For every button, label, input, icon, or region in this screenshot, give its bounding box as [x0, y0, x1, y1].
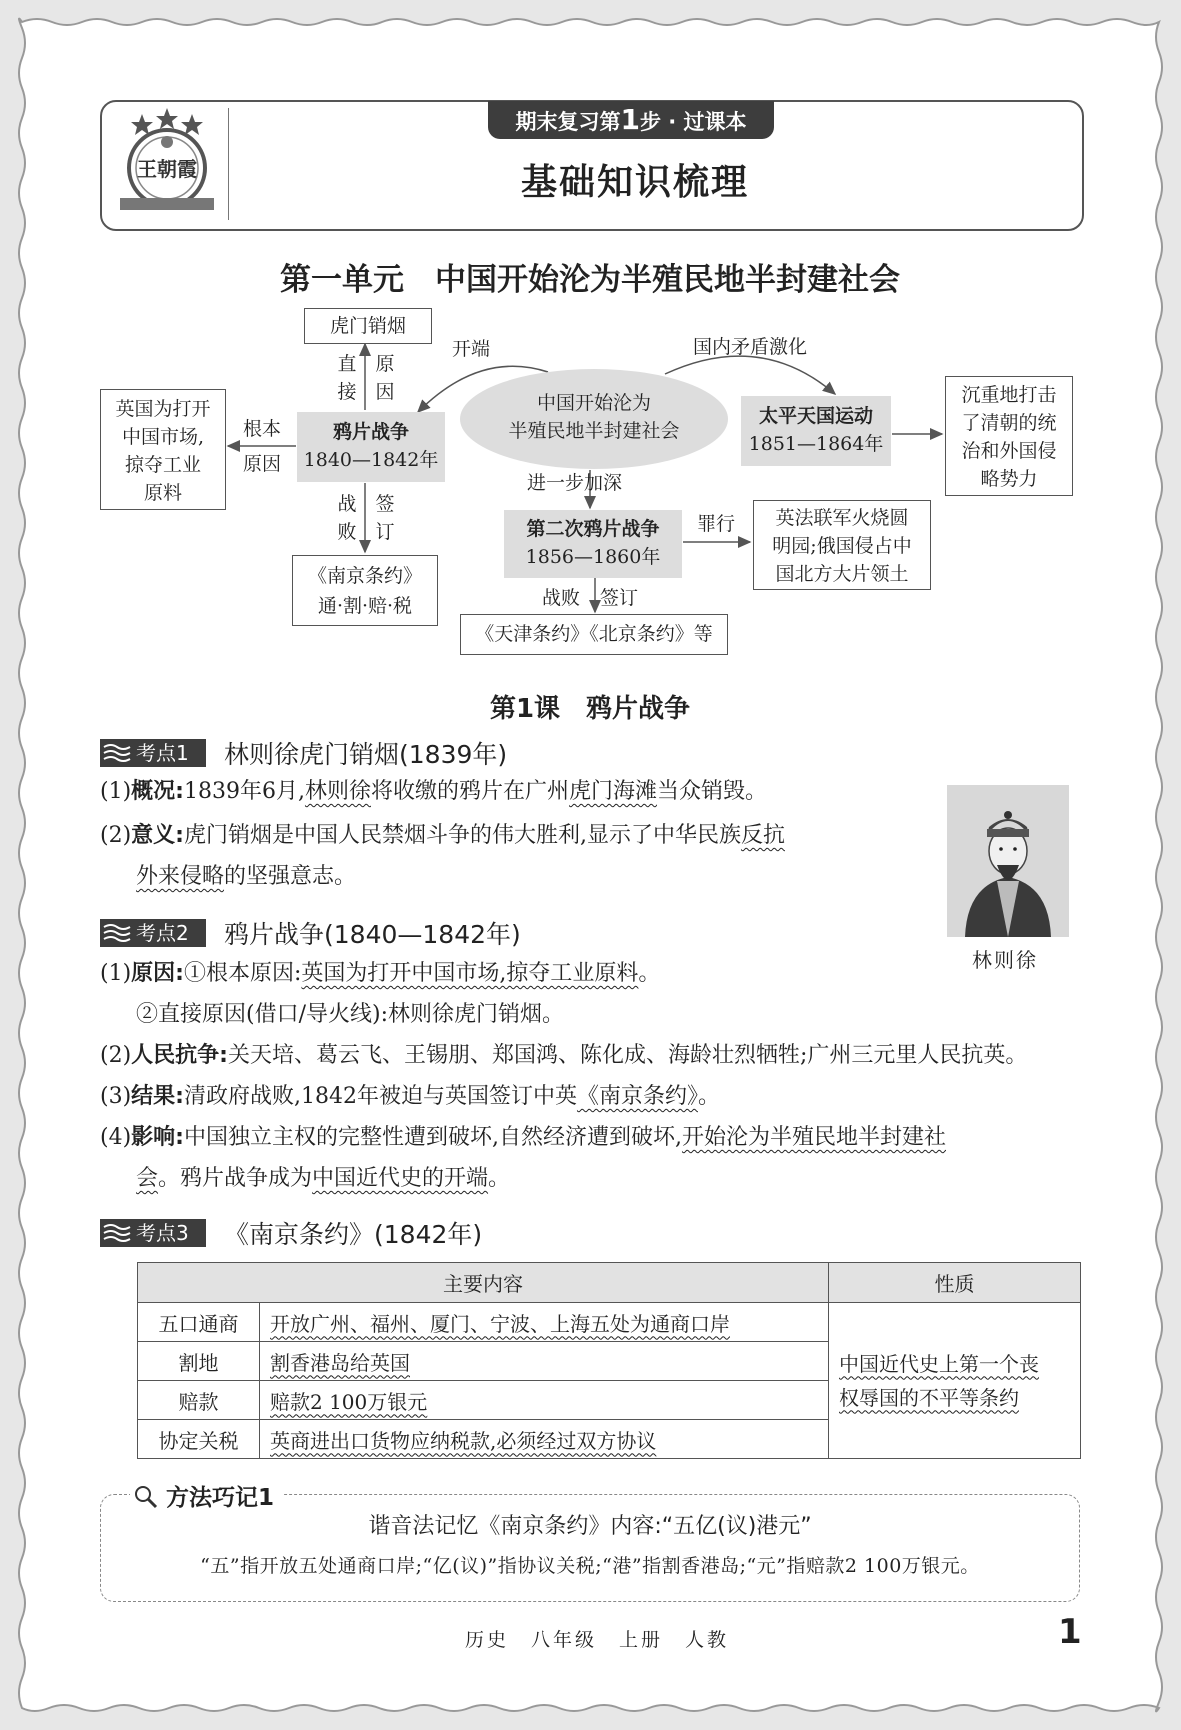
lesson-title: 第1课 鸦片战争: [489, 694, 691, 724]
nanjing-treaty-box: 《南京条约》 通·割·赔·税: [292, 555, 438, 626]
label-defeat-2: 战败: [542, 587, 581, 609]
header-main-content: 主要内容: [138, 1263, 829, 1303]
crimes-box: 英法联军火烧圆 明园;俄国侵占中 国北方大片领土: [753, 500, 931, 590]
kp2-line-3: (2)人民抗争:关天培、葛云飞、王锡朋、郑国鸿、陈化成、海龄壮烈牺牲;广州三元里人民抗英。: [100, 1043, 1028, 1068]
step-number: 1: [620, 103, 640, 136]
kaodian-2-badge: 考点2: [100, 919, 206, 947]
kp1-line-2: (2)意义:虎门销烟是中国人民禁烟斗争的伟大胜利,显示了中华民族反抗: [100, 823, 785, 848]
step-prefix: 期末复习第: [515, 110, 621, 134]
portrait-caption: 林则徐: [972, 948, 1038, 972]
table-header-row: [138, 1263, 1081, 1303]
page-title: 基础知识梳理: [520, 162, 749, 203]
row-content: 开放广州、福州、厦门、宁波、上海五处为通商口岸: [260, 1303, 829, 1342]
label-crimes: 罪行: [697, 513, 736, 535]
table-row: [138, 1303, 1081, 1342]
kp2-line-4: (3)结果:清政府战败,1842年被迫与英国签订中英《南京条约》。: [100, 1084, 720, 1109]
kp1-line-3: 外来侵略的坚强意志。: [136, 864, 357, 889]
kaodian-1-title: 林则徐虎门销烟(1839年): [224, 740, 508, 769]
kp2-line-1: (1)原因:①根本原因:英国为打开中国市场,掠夺工业原料。: [100, 961, 661, 986]
svg-text:王朝霞: 王朝霞: [137, 157, 197, 181]
taiping-impact-box: 沉重地打击 了清朝的统 治和外国侵 略势力: [945, 376, 1073, 496]
row-label: 割地: [138, 1342, 260, 1381]
memory-tip-line-1: 谐音法记忆《南京条约》内容:“五亿(议)港元”: [368, 1514, 812, 1539]
kp1-line-1: (1)概况:1839年6月,林则徐将收缴的鸦片在广州虎门海滩当众销毁。: [100, 779, 768, 804]
row-label: 五口通商: [138, 1303, 260, 1342]
wave-icon: [103, 922, 131, 944]
taiping-box: 太平天国运动 1851—1864年: [741, 396, 891, 466]
page-number: 1: [1058, 1612, 1082, 1652]
nanjing-treaty-table: [137, 1262, 1081, 1459]
footer-subject: 历史 八年级 上册 人教: [465, 1629, 730, 1651]
wave-icon: [103, 742, 131, 764]
mindmap-connectors: [0, 0, 1181, 700]
row-label: 协定关税: [138, 1420, 260, 1459]
lin-zexu-portrait: [947, 785, 1069, 937]
kp2-line-5: (4)影响:中国独立主权的完整性遭到破坏,自然经济遭到破坏,开始沦为半殖民地半封建社: [100, 1125, 946, 1150]
label-sign: 签 订: [375, 493, 395, 543]
kp2-line-6: 会。鸦片战争成为中国近代史的开端。: [136, 1166, 511, 1191]
header-nature: 性质: [829, 1263, 1081, 1303]
row-content: 赔款2 100万银元: [260, 1381, 829, 1420]
opium-war-box: 鸦片战争 1840—1842年: [297, 412, 445, 482]
kaodian-3-badge: 考点3: [100, 1219, 206, 1247]
label-direct: 直 接: [337, 353, 357, 403]
row-content: 英商进出口货物应纳税款,必须经过双方协议: [260, 1420, 829, 1459]
kp2-line-2: ②直接原因(借口/导火线):林则徐虎门销烟。: [136, 1002, 564, 1027]
kaodian-3-title: 《南京条约》(1842年): [224, 1220, 483, 1249]
label-beginning: 开端: [452, 338, 491, 360]
label-root-cause: 原因: [243, 453, 282, 475]
label-deepen: 进一步加深: [527, 472, 623, 494]
kaodian-2-title: 鸦片战争(1840—1842年): [224, 920, 521, 949]
humen-box: 虎门销烟: [304, 308, 432, 344]
british-aim-box: 英国为打开 中国市场, 掠夺工业 原料: [100, 389, 226, 510]
label-sign-2: 签订: [600, 587, 639, 609]
label-root: 根本: [243, 418, 282, 440]
memory-tip-line-2: “五”指开放五处通商口岸;“亿(议)”指协议关税;“港”指割香港岛;“元”指赔款2 100万银元。: [200, 1555, 980, 1577]
second-war-box: 第二次鸦片战争 1856—1860年: [504, 510, 682, 578]
label-defeat: 战 败: [337, 493, 357, 543]
treaties-box: 《天津条约》《北京条约》等: [460, 614, 728, 655]
memory-tip-heading: [130, 1479, 284, 1512]
label-conflict: 国内矛盾激化: [693, 336, 808, 358]
nature-cell: 中国近代史上第一个丧 权辱国的不平等条约: [829, 1303, 1081, 1459]
unit-title: 第一单元 中国开始沦为半殖民地半封建社会: [280, 262, 900, 298]
row-content: 割香港岛给英国: [260, 1342, 829, 1381]
wave-icon: [103, 1222, 131, 1244]
label-cause: 原 因: [375, 353, 395, 403]
center-ellipse: 中国开始沦为 半殖民地半封建社会: [460, 369, 728, 469]
magnifier-icon: [134, 1485, 158, 1509]
kaodian-1-badge: 考点1: [100, 739, 206, 767]
memory-tip-title: 方法巧记1: [166, 1485, 275, 1511]
row-label: 赔款: [138, 1381, 260, 1420]
step-suffix: 步 · 过课本: [639, 110, 747, 134]
